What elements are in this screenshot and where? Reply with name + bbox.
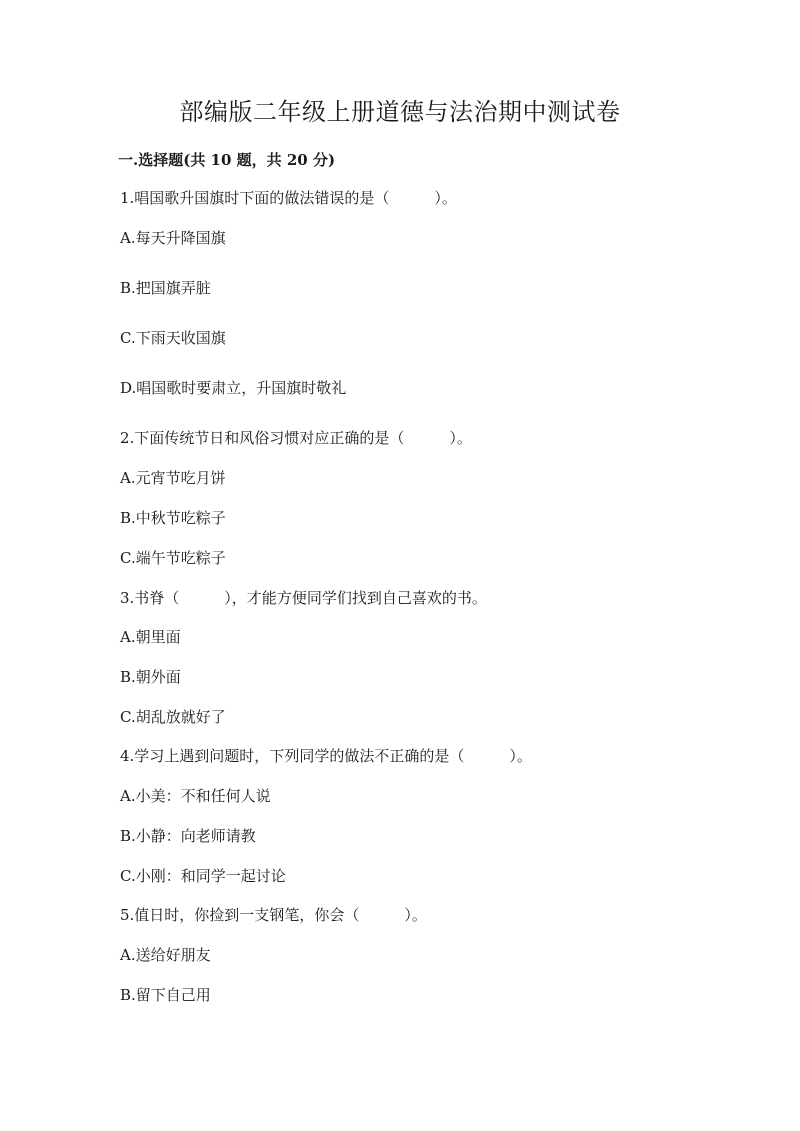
question-2-option-c: C.端午节吃粽子 [120,549,226,567]
question-1-option-d: D.唱国歌时要肃立，升国旗时敬礼 [120,379,347,397]
question-3-option-c: C.胡乱放就好了 [120,708,226,726]
question-1-option-b: B.把国旗弄脏 [120,279,211,297]
question-2-stem: 2.下面传统节日和风俗习惯对应正确的是（ ）。 [120,429,472,447]
question-3-stem: 3.书脊（ ），才能方便同学们找到自己喜欢的书。 [120,589,487,607]
question-1-option-a: A.每天升降国旗 [120,229,226,247]
section-header: 一.选择题(共 10 题，共 20 分) [118,151,336,169]
question-3-option-b: B.朝外面 [120,668,181,686]
question-5-option-b: B.留下自己用 [120,986,211,1004]
question-1-stem: 1.唱国歌升国旗时下面的做法错误的是（ ）。 [120,189,457,207]
question-4-option-c: C.小刚：和同学一起讨论 [120,867,286,885]
question-3-option-a: A.朝里面 [120,628,181,646]
question-1-option-c: C.下雨天收国旗 [120,329,226,347]
question-4-option-a: A.小美：不和任何人说 [120,787,271,805]
question-2-option-a: A.元宵节吃月饼 [120,469,226,487]
question-5-stem: 5.值日时，你捡到一支钢笔，你会（ ）。 [120,906,427,924]
question-4-stem: 4.学习上遇到问题时，下列同学的做法不正确的是（ ）。 [120,747,532,765]
page-title: 部编版二年级上册道德与法治期中测试卷 [179,98,621,126]
question-4-option-b: B.小静：向老师请教 [120,827,256,845]
question-5-option-a: A.送给好朋友 [120,946,211,964]
question-2-option-b: B.中秋节吃粽子 [120,509,226,527]
